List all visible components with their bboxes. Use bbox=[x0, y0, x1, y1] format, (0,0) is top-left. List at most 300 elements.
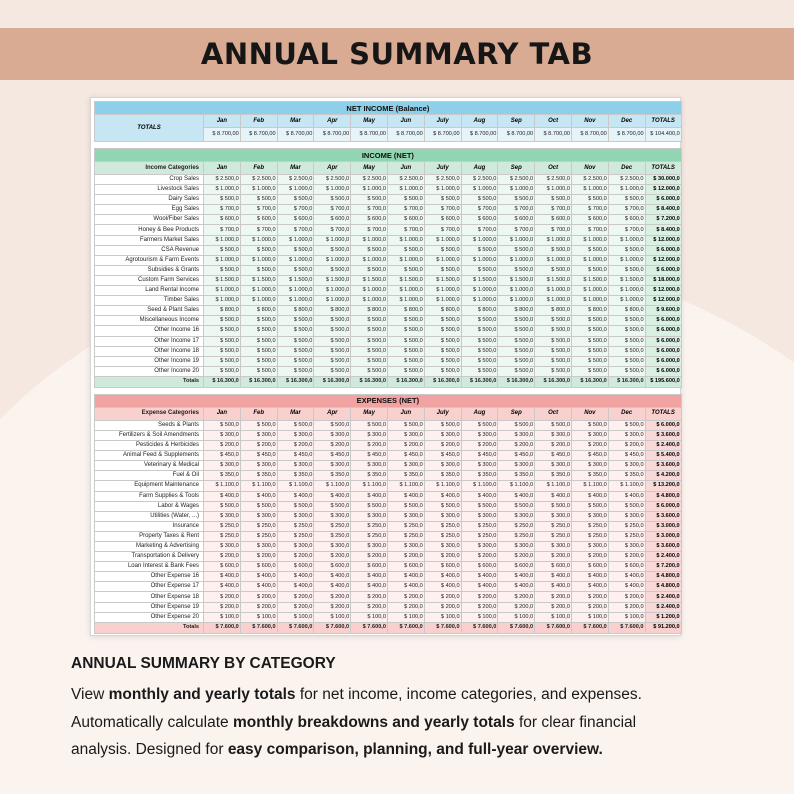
expense-category-label: Other Expense 17 bbox=[95, 582, 204, 592]
income-month-total: $ 16.300,0 bbox=[608, 376, 645, 387]
income-month-value: $ 800,0 bbox=[424, 306, 461, 316]
expense-row-total: $ 6.000,0 bbox=[645, 420, 681, 430]
expense-month-value: $ 450,0 bbox=[277, 451, 314, 461]
income-month-value: $ 600,0 bbox=[240, 215, 277, 225]
expense-month-value: $ 600,0 bbox=[204, 562, 241, 572]
expense-month-value: $ 600,0 bbox=[277, 562, 314, 572]
expense-month-value: $ 500,0 bbox=[424, 501, 461, 511]
expense-month-value: $ 600,0 bbox=[240, 562, 277, 572]
expense-month-value: $ 200,0 bbox=[608, 441, 645, 451]
expense-month-value: $ 500,0 bbox=[204, 501, 241, 511]
income-month-value: $ 500,0 bbox=[240, 195, 277, 205]
expense-month-value: $ 300,0 bbox=[608, 461, 645, 471]
expense-month-value: $ 400,0 bbox=[314, 582, 351, 592]
income-month-value: $ 1.000,0 bbox=[535, 185, 572, 195]
expense-section-title: EXPENSES (NET) bbox=[95, 394, 682, 407]
expense-row-total: $ 4.800,0 bbox=[645, 491, 681, 501]
table-row bbox=[95, 430, 682, 440]
income-month-value: $ 1.000,0 bbox=[535, 286, 572, 296]
income-month-value: $ 1.000,0 bbox=[277, 185, 314, 195]
income-month-value: $ 500,0 bbox=[608, 195, 645, 205]
expense-month-value: $ 300,0 bbox=[498, 461, 535, 471]
net-income-value: $ 8.700,00 bbox=[461, 128, 498, 142]
income-month-value: $ 1.000,0 bbox=[314, 255, 351, 265]
table-row bbox=[95, 481, 682, 491]
expense-month-value: $ 300,0 bbox=[424, 430, 461, 440]
expense-month-value: $ 250,0 bbox=[277, 531, 314, 541]
income-month-value: $ 500,0 bbox=[571, 346, 608, 356]
expense-month-value: $ 300,0 bbox=[608, 511, 645, 521]
income-row-total: $ 9.600,0 bbox=[645, 306, 681, 316]
income-month-value: $ 500,0 bbox=[535, 326, 572, 336]
table-row bbox=[95, 552, 682, 562]
expense-month-total: $ 7.600,0 bbox=[204, 622, 241, 633]
income-month-value: $ 500,0 bbox=[314, 346, 351, 356]
income-month-value: $ 500,0 bbox=[535, 195, 572, 205]
income-month-value: $ 500,0 bbox=[608, 326, 645, 336]
expense-month-value: $ 450,0 bbox=[387, 451, 424, 461]
expense-month-value: $ 400,0 bbox=[498, 582, 535, 592]
caption-line1-bold: monthly and yearly totals bbox=[108, 686, 296, 703]
income-month-value: $ 500,0 bbox=[608, 245, 645, 255]
expense-month-value: $ 300,0 bbox=[204, 511, 241, 521]
income-month-value: $ 500,0 bbox=[351, 195, 388, 205]
expense-month-value: $ 300,0 bbox=[314, 542, 351, 552]
expense-row-total: $ 3.600,0 bbox=[645, 461, 681, 471]
income-category-label: Livestock Sales bbox=[95, 185, 204, 195]
income-month-value: $ 500,0 bbox=[535, 316, 572, 326]
income-month-value: $ 500,0 bbox=[571, 195, 608, 205]
expense-category-label: Other Expense 18 bbox=[95, 592, 204, 602]
income-month-value: $ 500,0 bbox=[277, 366, 314, 376]
income-month-value: $ 500,0 bbox=[571, 245, 608, 255]
income-month-value: $ 500,0 bbox=[608, 346, 645, 356]
income-month-value: $ 600,0 bbox=[387, 215, 424, 225]
income-month-value: $ 500,0 bbox=[461, 195, 498, 205]
income-row-total: $ 6.000,0 bbox=[645, 195, 681, 205]
income-month-value: $ 1.000,0 bbox=[498, 286, 535, 296]
income-month-value: $ 500,0 bbox=[498, 336, 535, 346]
income-month-value: $ 800,0 bbox=[277, 306, 314, 316]
income-month-value: $ 500,0 bbox=[608, 356, 645, 366]
expense-month-value: $ 500,0 bbox=[314, 501, 351, 511]
expense-grand-total: $ 91.200,0 bbox=[645, 622, 681, 633]
income-month-value: $ 500,0 bbox=[204, 326, 241, 336]
income-table bbox=[94, 148, 682, 388]
expense-month-value: $ 250,0 bbox=[314, 531, 351, 541]
expense-month-value: $ 250,0 bbox=[461, 521, 498, 531]
expense-month-value: $ 100,0 bbox=[571, 612, 608, 622]
expense-month-value: $ 300,0 bbox=[387, 461, 424, 471]
income-month-value: $ 700,0 bbox=[351, 225, 388, 235]
income-month-value: $ 800,0 bbox=[387, 306, 424, 316]
table-row bbox=[95, 205, 682, 215]
income-row-total: $ 12.000,0 bbox=[645, 235, 681, 245]
income-row-total: $ 12.000,0 bbox=[645, 255, 681, 265]
expense-month-value: $ 200,0 bbox=[204, 602, 241, 612]
income-category-label: Farmers Market Sales bbox=[95, 235, 204, 245]
expense-month-value: $ 350,0 bbox=[277, 471, 314, 481]
income-month-value: $ 500,0 bbox=[498, 195, 535, 205]
expense-month-value: $ 300,0 bbox=[608, 430, 645, 440]
income-month-value: $ 600,0 bbox=[424, 215, 461, 225]
expense-row-total: $ 3.000,0 bbox=[645, 521, 681, 531]
income-month-value: $ 1.000,0 bbox=[608, 235, 645, 245]
table-row bbox=[95, 531, 682, 541]
income-month-value: $ 1.500,0 bbox=[424, 275, 461, 285]
expense-month-value: $ 250,0 bbox=[608, 521, 645, 531]
spreadsheet-preview bbox=[90, 97, 681, 636]
income-month-value: $ 500,0 bbox=[424, 326, 461, 336]
income-month-value: $ 1.000,0 bbox=[277, 296, 314, 306]
expense-month-value: $ 300,0 bbox=[571, 542, 608, 552]
expense-month-value: $ 400,0 bbox=[608, 491, 645, 501]
income-month-value: $ 700,0 bbox=[608, 205, 645, 215]
expense-row-total: $ 2.400,0 bbox=[645, 552, 681, 562]
expense-month-value: $ 350,0 bbox=[314, 471, 351, 481]
income-row-total: $ 6.000,0 bbox=[645, 316, 681, 326]
month-header-jan: Jan bbox=[204, 407, 241, 420]
expense-month-value: $ 1.100,0 bbox=[498, 481, 535, 491]
expense-month-value: $ 450,0 bbox=[314, 451, 351, 461]
income-month-value: $ 1.000,0 bbox=[498, 296, 535, 306]
income-month-total: $ 16.300,0 bbox=[387, 376, 424, 387]
expense-month-value: $ 200,0 bbox=[240, 592, 277, 602]
income-month-value: $ 800,0 bbox=[535, 306, 572, 316]
income-totals-row bbox=[95, 376, 682, 387]
income-row-total: $ 8.400,0 bbox=[645, 205, 681, 215]
expense-month-value: $ 200,0 bbox=[351, 602, 388, 612]
expense-month-value: $ 250,0 bbox=[314, 521, 351, 531]
income-month-total: $ 16.300,0 bbox=[461, 376, 498, 387]
income-month-value: $ 800,0 bbox=[608, 306, 645, 316]
expense-month-value: $ 400,0 bbox=[608, 582, 645, 592]
expense-month-value: $ 300,0 bbox=[351, 511, 388, 521]
caption-line2-pre: Automatically calculate bbox=[71, 713, 233, 731]
expense-month-value: $ 450,0 bbox=[240, 451, 277, 461]
income-row-total: $ 18.000,0 bbox=[645, 275, 681, 285]
expense-month-value: $ 300,0 bbox=[204, 542, 241, 552]
income-month-value: $ 700,0 bbox=[314, 225, 351, 235]
expense-month-value: $ 400,0 bbox=[498, 491, 535, 501]
expense-month-value: $ 200,0 bbox=[204, 552, 241, 562]
expense-month-total: $ 7.600,0 bbox=[608, 622, 645, 633]
expense-month-value: $ 300,0 bbox=[387, 511, 424, 521]
expense-category-label: Pesticides & Herbicides bbox=[95, 441, 204, 451]
expense-category-label: Property Taxes & Rent bbox=[95, 531, 204, 541]
month-header-aug: Aug bbox=[461, 162, 498, 175]
income-month-value: $ 1.000,0 bbox=[424, 296, 461, 306]
income-month-value: $ 1.000,0 bbox=[387, 185, 424, 195]
month-header-apr: Apr bbox=[314, 162, 351, 175]
expense-month-value: $ 250,0 bbox=[498, 521, 535, 531]
table-row bbox=[95, 420, 682, 430]
expense-category-label: Other Expense 20 bbox=[95, 612, 204, 622]
month-header-may: May bbox=[351, 407, 388, 420]
table-row bbox=[95, 326, 682, 336]
expense-month-value: $ 500,0 bbox=[314, 420, 351, 430]
income-month-value: $ 500,0 bbox=[461, 265, 498, 275]
income-month-value: $ 600,0 bbox=[314, 215, 351, 225]
month-header-oct: Oct bbox=[535, 407, 572, 420]
income-month-value: $ 500,0 bbox=[498, 316, 535, 326]
table-row bbox=[95, 582, 682, 592]
income-month-value: $ 700,0 bbox=[498, 225, 535, 235]
income-category-label: Other Income 20 bbox=[95, 366, 204, 376]
month-header-jun: Jun bbox=[387, 115, 424, 128]
income-month-value: $ 500,0 bbox=[424, 356, 461, 366]
income-month-value: $ 500,0 bbox=[277, 346, 314, 356]
income-month-value: $ 2.500,0 bbox=[608, 175, 645, 185]
expense-month-value: $ 200,0 bbox=[240, 602, 277, 612]
caption-line3-bold: easy comparison, planning, and full-year overview. bbox=[227, 741, 603, 758]
income-category-label: Subsidies & Grants bbox=[95, 265, 204, 275]
income-month-value: $ 1.000,0 bbox=[314, 296, 351, 306]
income-month-value: $ 500,0 bbox=[498, 245, 535, 255]
expense-month-value: $ 200,0 bbox=[204, 592, 241, 602]
income-month-value: $ 1.000,0 bbox=[351, 296, 388, 306]
table-row bbox=[95, 225, 682, 235]
expense-month-value: $ 250,0 bbox=[387, 521, 424, 531]
expense-month-value: $ 350,0 bbox=[608, 471, 645, 481]
expense-month-total: $ 7.600,0 bbox=[240, 622, 277, 633]
expense-month-value: $ 600,0 bbox=[314, 562, 351, 572]
income-month-value: $ 800,0 bbox=[571, 306, 608, 316]
income-month-value: $ 500,0 bbox=[240, 346, 277, 356]
income-grand-total: $ 195.600,0 bbox=[645, 376, 681, 387]
table-row bbox=[95, 602, 682, 612]
income-month-value: $ 500,0 bbox=[571, 265, 608, 275]
month-header-jun: Jun bbox=[387, 162, 424, 175]
net-income-value: $ 8.700,00 bbox=[277, 128, 314, 142]
expense-month-value: $ 200,0 bbox=[498, 592, 535, 602]
expense-totals-label: Totals bbox=[95, 622, 204, 633]
expense-month-value: $ 1.100,0 bbox=[387, 481, 424, 491]
income-category-label: Timber Sales bbox=[95, 296, 204, 306]
income-month-value: $ 600,0 bbox=[608, 215, 645, 225]
expense-month-value: $ 200,0 bbox=[424, 602, 461, 612]
income-month-value: $ 500,0 bbox=[204, 356, 241, 366]
income-category-label: Other Income 16 bbox=[95, 326, 204, 336]
income-section-title: INCOME (NET) bbox=[95, 149, 682, 162]
expense-month-value: $ 400,0 bbox=[277, 582, 314, 592]
expense-month-value: $ 400,0 bbox=[277, 572, 314, 582]
expense-month-value: $ 200,0 bbox=[277, 552, 314, 562]
expense-month-value: $ 200,0 bbox=[571, 592, 608, 602]
expense-month-value: $ 450,0 bbox=[424, 451, 461, 461]
income-category-label: Miscellaneous Income bbox=[95, 316, 204, 326]
income-category-label: Honey & Bee Products bbox=[95, 225, 204, 235]
expense-month-value: $ 300,0 bbox=[387, 542, 424, 552]
expense-month-value: $ 250,0 bbox=[424, 531, 461, 541]
income-month-value: $ 500,0 bbox=[351, 326, 388, 336]
income-month-value: $ 500,0 bbox=[424, 336, 461, 346]
expense-month-value: $ 200,0 bbox=[535, 552, 572, 562]
income-month-value: $ 600,0 bbox=[571, 215, 608, 225]
income-month-value: $ 500,0 bbox=[240, 336, 277, 346]
income-month-value: $ 1.000,0 bbox=[240, 286, 277, 296]
table-row bbox=[95, 511, 682, 521]
expense-category-label: Utilities (Water, ...) bbox=[95, 511, 204, 521]
income-month-value: $ 500,0 bbox=[571, 326, 608, 336]
expense-month-value: $ 400,0 bbox=[424, 572, 461, 582]
month-header-aug: Aug bbox=[461, 407, 498, 420]
income-month-value: $ 500,0 bbox=[571, 316, 608, 326]
expense-category-label: Seeds & Plants bbox=[95, 420, 204, 430]
income-month-value: $ 500,0 bbox=[351, 265, 388, 275]
income-month-value: $ 600,0 bbox=[461, 215, 498, 225]
caption-line2-bold: monthly breakdowns and yearly totals bbox=[232, 713, 515, 731]
expense-month-value: $ 300,0 bbox=[204, 430, 241, 440]
expense-month-value: $ 100,0 bbox=[461, 612, 498, 622]
expense-month-value: $ 350,0 bbox=[424, 471, 461, 481]
expense-month-total: $ 7.600,0 bbox=[498, 622, 535, 633]
expense-month-value: $ 100,0 bbox=[498, 612, 535, 622]
expense-month-value: $ 200,0 bbox=[424, 441, 461, 451]
totals-header: TOTALS bbox=[645, 162, 681, 175]
expense-month-value: $ 100,0 bbox=[608, 612, 645, 622]
month-header-feb: Feb bbox=[240, 162, 277, 175]
income-month-total: $ 16.300,0 bbox=[240, 376, 277, 387]
income-category-label: CSA Revenue bbox=[95, 245, 204, 255]
expense-month-value: $ 500,0 bbox=[461, 501, 498, 511]
expense-month-value: $ 300,0 bbox=[240, 542, 277, 552]
income-month-value: $ 700,0 bbox=[240, 225, 277, 235]
income-month-value: $ 500,0 bbox=[535, 245, 572, 255]
expense-category-header: Expense Categories bbox=[95, 407, 204, 420]
income-month-value: $ 500,0 bbox=[535, 265, 572, 275]
expense-month-total: $ 7.600,0 bbox=[535, 622, 572, 633]
income-month-value: $ 500,0 bbox=[608, 265, 645, 275]
table-row bbox=[95, 471, 682, 481]
expense-category-label: Animal Feed & Supplements bbox=[95, 451, 204, 461]
expense-month-value: $ 300,0 bbox=[571, 430, 608, 440]
expense-month-value: $ 400,0 bbox=[314, 491, 351, 501]
expense-month-value: $ 400,0 bbox=[277, 491, 314, 501]
income-month-value: $ 2.500,0 bbox=[535, 175, 572, 185]
expense-month-value: $ 200,0 bbox=[314, 592, 351, 602]
income-month-value: $ 1.000,0 bbox=[571, 286, 608, 296]
expense-month-value: $ 1.100,0 bbox=[314, 481, 351, 491]
income-month-total: $ 16.300,0 bbox=[204, 376, 241, 387]
income-month-value: $ 800,0 bbox=[240, 306, 277, 316]
net-income-value: $ 8.700,00 bbox=[314, 128, 351, 142]
income-month-value: $ 700,0 bbox=[424, 205, 461, 215]
month-header-feb: Feb bbox=[240, 407, 277, 420]
expense-month-value: $ 400,0 bbox=[351, 491, 388, 501]
expense-month-value: $ 600,0 bbox=[351, 562, 388, 572]
month-header-oct: Oct bbox=[535, 115, 572, 128]
expense-month-value: $ 450,0 bbox=[351, 451, 388, 461]
income-month-value: $ 1.000,0 bbox=[204, 185, 241, 195]
expense-month-value: $ 250,0 bbox=[204, 521, 241, 531]
caption-block bbox=[71, 655, 771, 764]
income-category-label: Wool/Fiber Sales bbox=[95, 215, 204, 225]
expense-month-value: $ 300,0 bbox=[461, 430, 498, 440]
expense-month-total: $ 7.600,0 bbox=[351, 622, 388, 633]
table-row bbox=[95, 491, 682, 501]
income-month-value: $ 1.000,0 bbox=[498, 235, 535, 245]
income-month-value: $ 1.000,0 bbox=[204, 296, 241, 306]
income-month-value: $ 500,0 bbox=[535, 346, 572, 356]
table-row bbox=[95, 346, 682, 356]
income-month-value: $ 1.000,0 bbox=[571, 255, 608, 265]
income-month-value: $ 800,0 bbox=[204, 306, 241, 316]
income-month-value: $ 500,0 bbox=[204, 245, 241, 255]
income-month-value: $ 1.500,0 bbox=[461, 275, 498, 285]
expense-category-label: Veterinary & Medical bbox=[95, 461, 204, 471]
expense-month-value: $ 400,0 bbox=[571, 582, 608, 592]
income-month-value: $ 500,0 bbox=[240, 356, 277, 366]
expense-category-label: Fuel & Oil bbox=[95, 471, 204, 481]
income-month-value: $ 700,0 bbox=[571, 205, 608, 215]
income-category-label: Dairy Sales bbox=[95, 195, 204, 205]
month-header-aug: Aug bbox=[461, 115, 498, 128]
expense-month-value: $ 600,0 bbox=[387, 562, 424, 572]
expense-month-value: $ 300,0 bbox=[351, 430, 388, 440]
income-month-value: $ 1.000,0 bbox=[314, 185, 351, 195]
income-month-value: $ 500,0 bbox=[461, 336, 498, 346]
income-month-value: $ 500,0 bbox=[314, 195, 351, 205]
caption-line1-pre: View bbox=[71, 686, 109, 703]
income-month-total: $ 16.300,0 bbox=[571, 376, 608, 387]
income-month-value: $ 500,0 bbox=[277, 326, 314, 336]
expense-month-value: $ 200,0 bbox=[387, 592, 424, 602]
income-month-value: $ 500,0 bbox=[240, 316, 277, 326]
expense-month-value: $ 600,0 bbox=[498, 562, 535, 572]
income-month-value: $ 500,0 bbox=[461, 366, 498, 376]
income-month-value: $ 1.000,0 bbox=[461, 235, 498, 245]
expense-month-value: $ 300,0 bbox=[571, 461, 608, 471]
expense-row-total: $ 1.200,0 bbox=[645, 612, 681, 622]
income-month-value: $ 500,0 bbox=[240, 265, 277, 275]
income-month-value: $ 500,0 bbox=[387, 356, 424, 366]
table-row bbox=[95, 366, 682, 376]
expense-category-label: Equipment Maintenance bbox=[95, 481, 204, 491]
income-month-value: $ 500,0 bbox=[351, 366, 388, 376]
income-month-value: $ 1.000,0 bbox=[608, 255, 645, 265]
expense-row-total: $ 2.400,0 bbox=[645, 592, 681, 602]
expense-month-value: $ 400,0 bbox=[461, 572, 498, 582]
income-month-value: $ 2.500,0 bbox=[461, 175, 498, 185]
expense-category-label: Farm Supplies & Tools bbox=[95, 491, 204, 501]
expense-month-value: $ 250,0 bbox=[240, 521, 277, 531]
month-header-mar: Mar bbox=[277, 115, 314, 128]
month-header-sep: Sep bbox=[498, 115, 535, 128]
income-category-label: Seed & Plant Sales bbox=[95, 306, 204, 316]
expense-month-value: $ 400,0 bbox=[498, 572, 535, 582]
expense-month-value: $ 300,0 bbox=[277, 511, 314, 521]
income-month-value: $ 500,0 bbox=[277, 336, 314, 346]
expense-month-value: $ 300,0 bbox=[314, 430, 351, 440]
expense-month-value: $ 400,0 bbox=[240, 582, 277, 592]
expense-month-value: $ 500,0 bbox=[608, 501, 645, 511]
expense-month-value: $ 450,0 bbox=[608, 451, 645, 461]
income-month-value: $ 1.000,0 bbox=[314, 286, 351, 296]
expense-month-value: $ 250,0 bbox=[571, 521, 608, 531]
income-month-value: $ 800,0 bbox=[351, 306, 388, 316]
expense-month-value: $ 200,0 bbox=[461, 602, 498, 612]
expense-month-value: $ 200,0 bbox=[608, 552, 645, 562]
expense-month-value: $ 400,0 bbox=[461, 491, 498, 501]
expense-month-value: $ 100,0 bbox=[204, 612, 241, 622]
income-category-label: Agrotourism & Farm Events bbox=[95, 255, 204, 265]
income-month-value: $ 500,0 bbox=[608, 336, 645, 346]
expense-month-value: $ 200,0 bbox=[204, 441, 241, 451]
expense-month-value: $ 100,0 bbox=[277, 612, 314, 622]
expense-month-value: $ 200,0 bbox=[608, 592, 645, 602]
expense-month-value: $ 200,0 bbox=[277, 441, 314, 451]
